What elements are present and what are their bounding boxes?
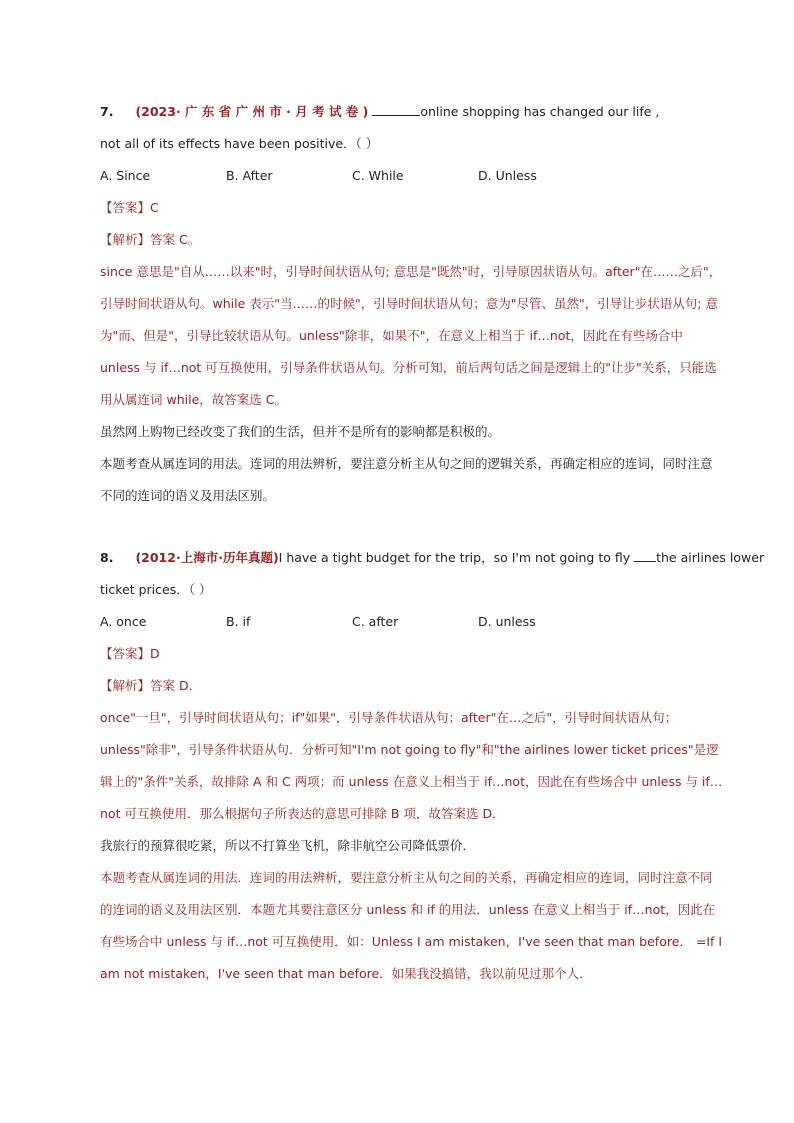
option-a: A. Since [100,168,151,183]
question-number: 7. [100,104,114,119]
stem-continuation: not all of its effects have been positive．（ ） [100,136,379,151]
analysis-line [100,670,724,702]
answer-label: 【答案】 [100,200,151,215]
options-row [100,606,724,638]
stem-text: I have a tight budget for the trip，so I'm not going to fly [278,550,631,565]
analysis-detail: once"一旦"，引导时间状语从句；if"如果"，引导条件状语从句；after"在…之后"，引导时间状语从句；unless"除非"，引导条件状语从句．分析可知"I'm not going to fly"和"the airlines lower ticket prices"是逻辑上的"条件"关系，故排除 A 和 C 两项；而 unless 在意义上相当于 if…not，因此在有些场合中 unless 与 if…not 可互换使用．那么根据句子所表达的意思可排除 B 项，故答案选 D． [100,710,723,821]
question-stem [100,542,765,574]
translation: 我旅行的预算很吃紧，所以不打算坐飞机，除非航空公司降低票价． [100,838,476,853]
option-a: A. once [100,614,147,629]
stem-continuation: ticket prices．（ ） [100,582,212,597]
stem-text: online shopping has changed our life , [420,104,660,119]
question-source: (2012·上海市·历年真题) [135,550,279,565]
analysis-detail: since 意思是"自从……以来"时，引导时间状语从句; 意思是"既然"时，引导原因状语从句。after"在……之后"，引导时间状语从句。while 表示"当……的时候"，引导时间状语从句；意为"尽管、虽然"，引导让步状语从句; 意为"而、但是"，引导比较状语从句。unless"除非，如果不"，在意义上相当于 if…not，因此在有些场合中 unless 与 if…not 可互换使用，引导条件状语从句。分析可知，前后两句话之间是逻辑上的"让步"关系，只能选用从属连词 while，故答案选 C。 [100,264,722,407]
answer-line [100,638,724,670]
answer-label: 【答案】 [100,646,151,661]
option-c: C. While [352,168,404,183]
answer-line [100,192,724,224]
options-row [100,160,724,192]
answer-value: C [150,200,159,215]
question-number: 8. [100,550,114,565]
option-c: C. after [352,614,399,629]
answer-value: D [150,646,160,661]
question-gap [100,512,724,542]
stem-text-end: the airlines lower [656,550,765,565]
analysis-label: 【解析】 [100,232,151,247]
question-7 [100,96,724,512]
analysis-label: 【解析】 [100,678,151,693]
option-b: B. if [226,614,251,629]
question-8 [100,542,765,990]
summary: 本题考查从属连词的用法．连词的用法辨析，要注意分析主从句之间的关系，再确定相应的连词，同时注意不同的连词的语义及用法区别．本题尤其要注意区分 unless 和 if 的用法．unless 在意义上相当于 if…not，因此在有些场合中 unless 与 if…not 可互换使用．如：Unless I am mistaken，I've seen that man before． =If I am not mistaken，I've seen that man before．如果我没搞错，我以前见过那个人． [100,870,723,981]
document-page [100,96,765,990]
analysis-head: 答案 C。 [150,232,201,247]
summary: 本题考查从属连词的用法。连词的用法辨析，要注意分析主从句之间的逻辑关系，再确定相应的连词，同时注意不同的连词的语义及用法区别。 [100,456,713,503]
question-source: (2023· 广 东 省 广 州 市 · 月 考 试 卷 ) [135,104,369,119]
question-stem [100,96,724,128]
analysis-head: 答案 D． [150,678,202,693]
option-d: D. Unless [478,168,537,183]
option-d: D. unless [478,614,536,629]
translation: 虽然网上购物已经改变了我们的生活，但并不是所有的影响都是积极的。 [100,424,501,439]
analysis-line [100,224,724,256]
answer-blank [634,551,656,562]
answer-blank [372,105,420,116]
option-b: B. After [226,168,273,183]
